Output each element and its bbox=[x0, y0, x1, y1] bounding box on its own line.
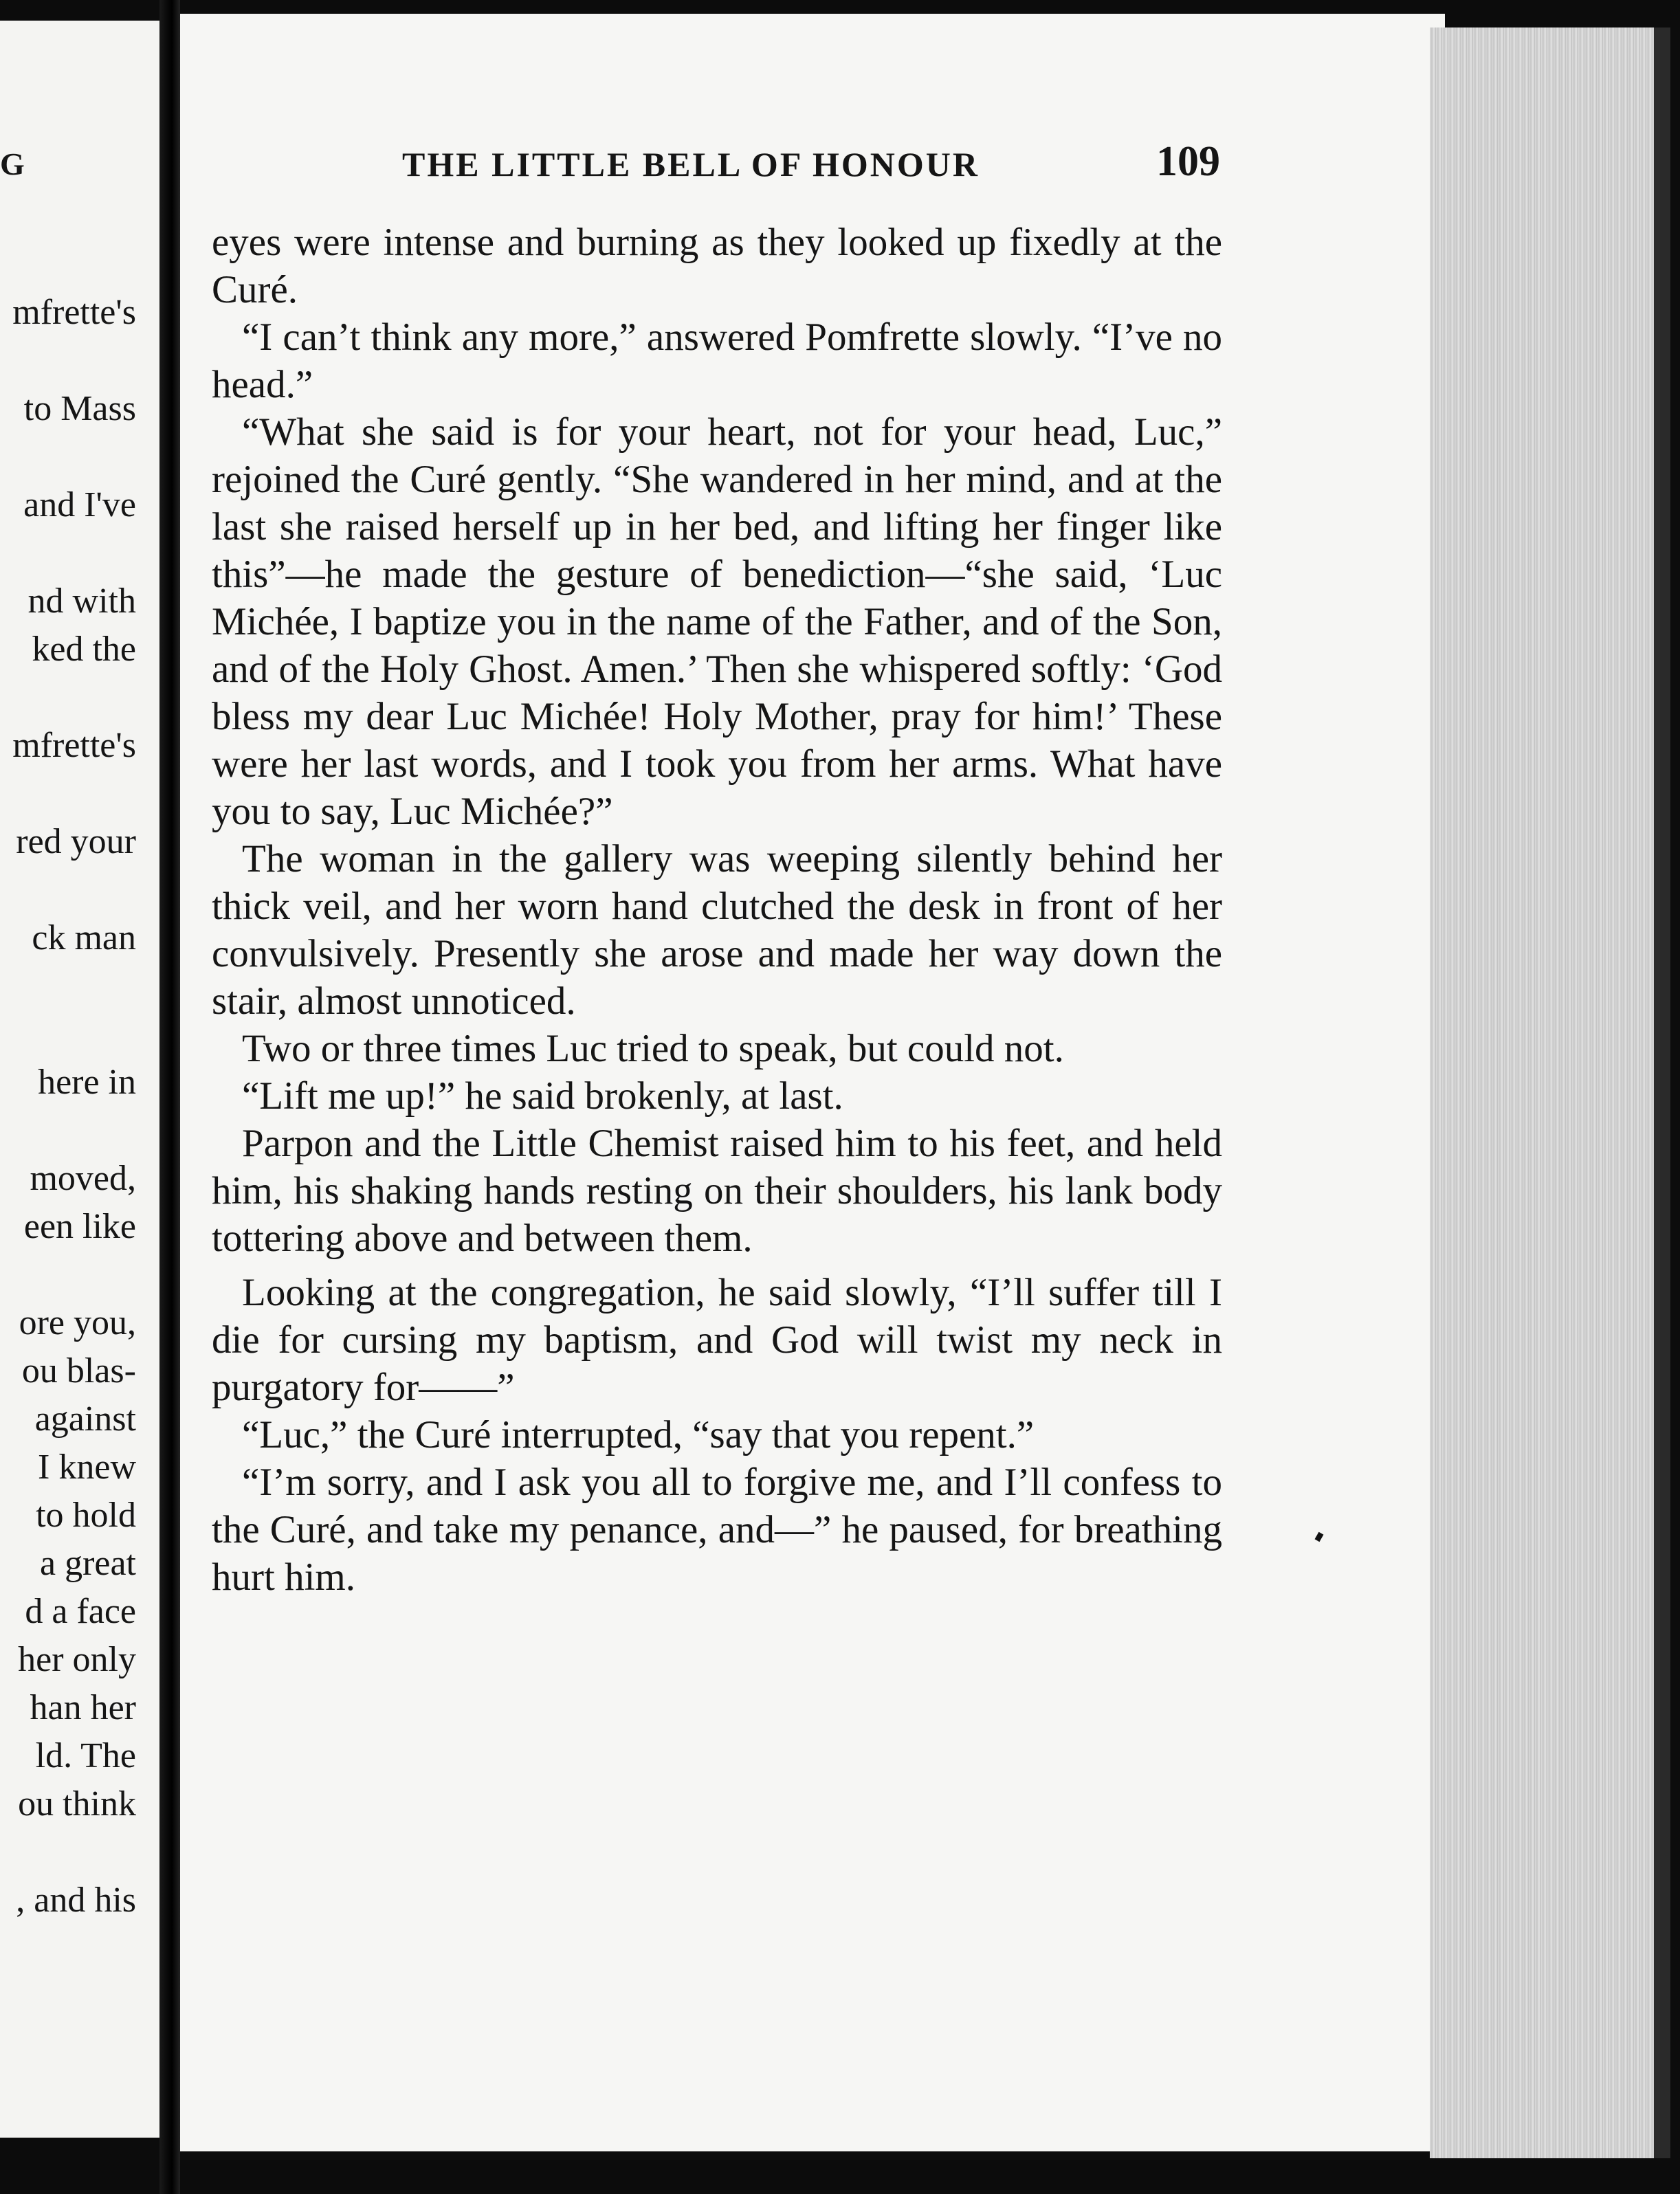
book-gutter bbox=[159, 0, 180, 2194]
left-line-fragment: een like bbox=[23, 1207, 136, 1246]
left-line-fragment: to hold bbox=[36, 1496, 136, 1535]
left-line-fragment: d a face bbox=[25, 1592, 136, 1631]
left-line-fragment: moved, bbox=[30, 1159, 136, 1198]
paragraph: Looking at the congregation, he said slowly, “I’ll suffer till I die for cursing my baptism, and God will twist my neck in purgatory for——” bbox=[212, 1271, 1222, 1409]
left-running-head-fragment: G bbox=[0, 146, 25, 181]
paragraph: “Lift me up!” he said brokenly, at last. bbox=[242, 1074, 843, 1118]
left-line-fragment: ck man bbox=[32, 918, 136, 957]
paragraph: Parpon and the Little Chemist raised him to his feet, and held him, his shaking hands resting on their shoulders, his lank body tottering above and between them. bbox=[212, 1122, 1222, 1260]
left-line-fragment: han her bbox=[30, 1688, 136, 1727]
left-line-fragment: ked the bbox=[32, 630, 136, 669]
page-number: 109 bbox=[1156, 138, 1220, 185]
left-line-fragment: ore you, bbox=[19, 1303, 136, 1342]
paragraph: “I’m sorry, and I ask you all to forgive me, and I’ll confess to the Curé, and take my penance, and—” he paused, for breathing hurt him. bbox=[212, 1461, 1222, 1599]
left-facing-page bbox=[0, 21, 159, 2138]
paragraph: Two or three times Luc tried to speak, but could not. bbox=[242, 1027, 1064, 1070]
left-line-fragment: against bbox=[34, 1399, 136, 1439]
left-line-fragment: I knew bbox=[38, 1448, 136, 1487]
left-line-fragment: mfrette's bbox=[12, 293, 136, 332]
left-line-fragment: here in bbox=[38, 1063, 136, 1102]
left-line-fragment: to Mass bbox=[23, 389, 136, 428]
left-line-fragment: ld. The bbox=[35, 1736, 136, 1775]
paragraph: The woman in the gallery was weeping silently behind her thick veil, and her worn hand clutched the desk in front of her convulsively. Presently she arose and made her way down the stair, almost unnoticed. bbox=[212, 837, 1222, 1023]
paragraph: eyes were intense and burning as they looked up fixedly at the Curé. bbox=[212, 221, 1222, 311]
left-line-fragment: ou blas- bbox=[21, 1351, 136, 1390]
paragraph: “What she said is for your heart, not for your head, Luc,” rejoined the Curé gently. “She wandered in her mind, and at the last she raised herself up in her bed, and lifting her finger like this”—he made the gesture of benediction—“she said, ‘Luc Michée, I baptize you in the name of the Father, and of the Son, and of the Holy Ghost. Amen.’ Then she whispered softly: ‘God bless my dear Luc Michée! Holy Mother, pray for him!’ These were her last words, and I took you from her arms. What have you to say, Luc Michée?” bbox=[212, 410, 1222, 833]
left-line-fragment: her only bbox=[18, 1640, 136, 1679]
running-head bbox=[402, 137, 1220, 199]
left-line-fragment: ou think bbox=[18, 1784, 136, 1824]
left-line-fragment: mfrette's bbox=[12, 726, 136, 765]
paragraph: “Luc,” the Curé interrupted, “say that you repent.” bbox=[242, 1413, 1035, 1456]
left-line-fragment: red your bbox=[16, 822, 136, 861]
page-edges-stack bbox=[1430, 27, 1657, 2158]
body-text bbox=[212, 219, 1222, 1601]
left-line-fragment: , and his bbox=[16, 1881, 136, 1920]
running-title: THE LITTLE BELL OF HONOUR bbox=[402, 145, 980, 184]
left-line-fragment: and I've bbox=[23, 485, 136, 524]
paragraph: “I can’t think any more,” answered Pomfrette slowly. “I’ve no head.” bbox=[212, 315, 1222, 406]
left-line-fragment: a great bbox=[39, 1544, 136, 1583]
left-line-fragment: nd with bbox=[27, 581, 136, 621]
